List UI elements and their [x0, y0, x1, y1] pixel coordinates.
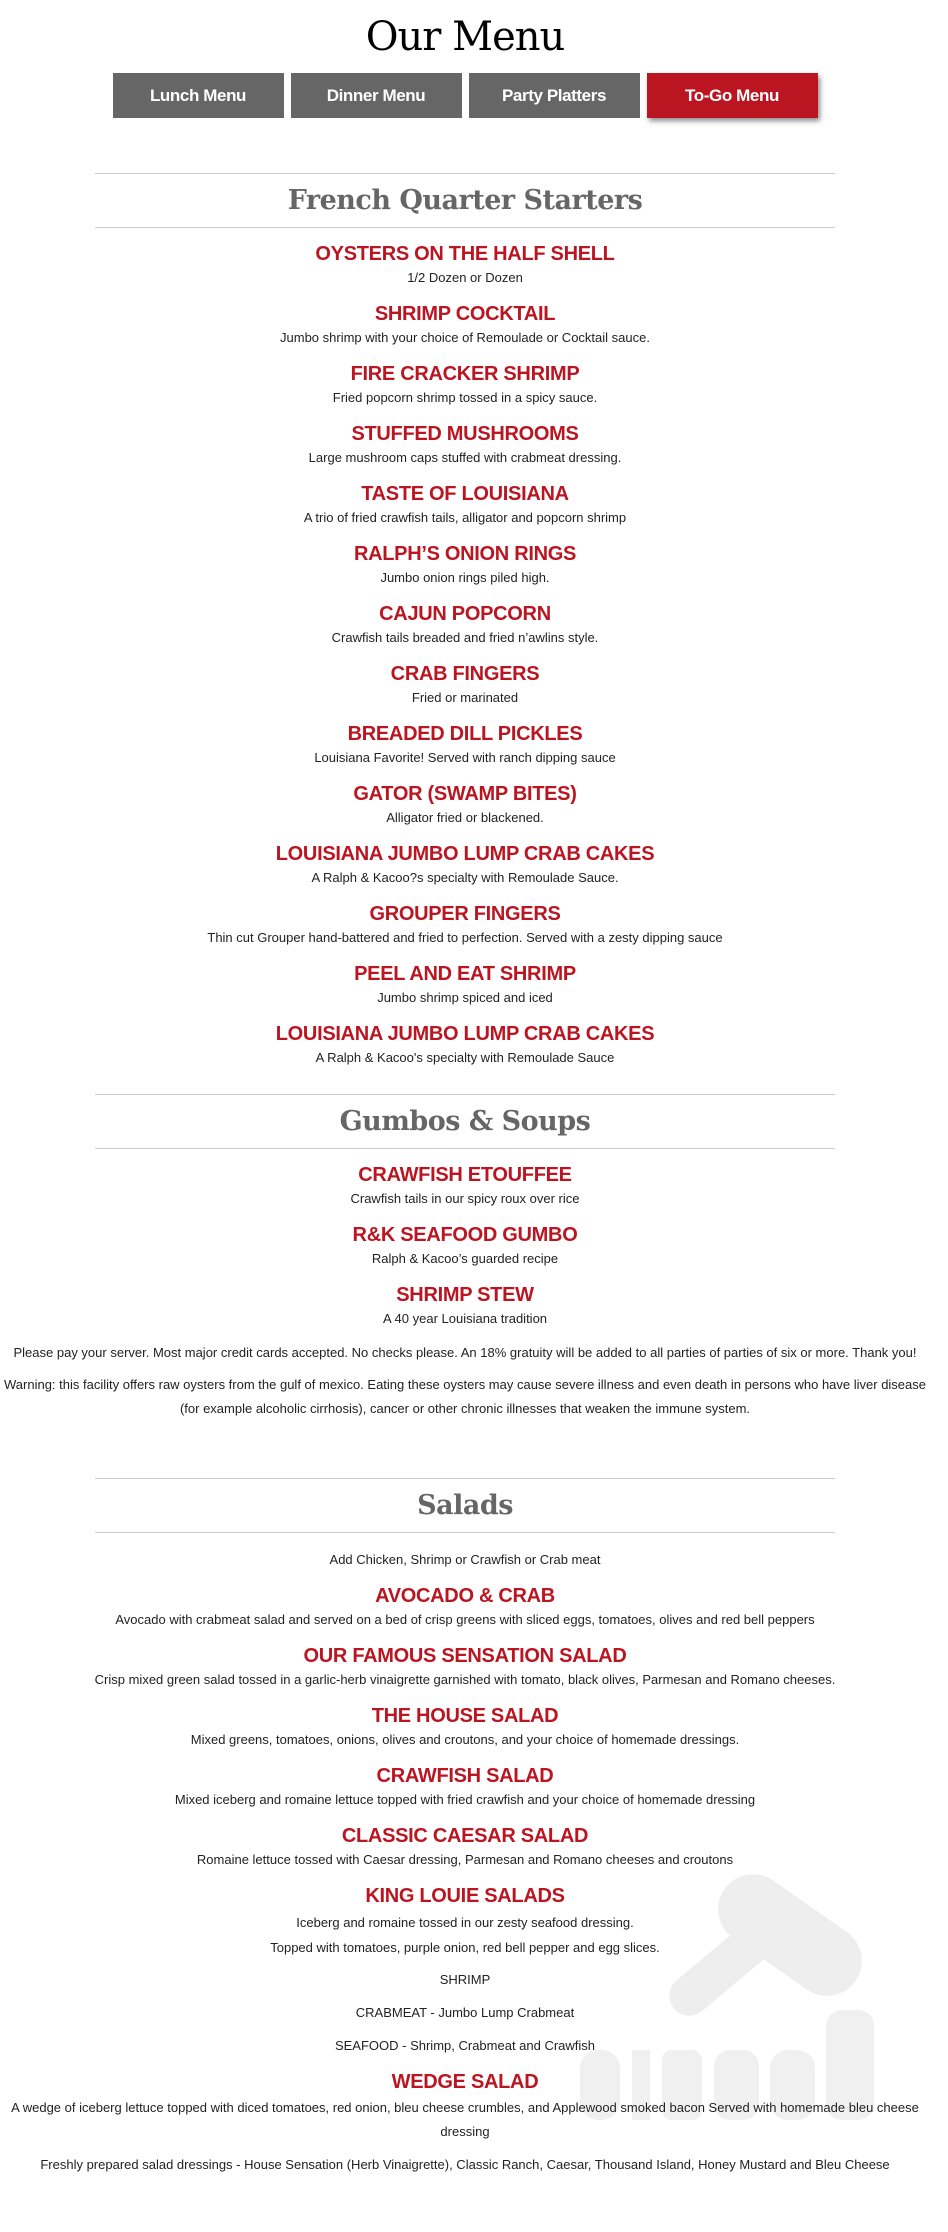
item-desc: Crawfish tails breaded and fried n’awlins style. — [331, 630, 599, 645]
item-name: KING LOUIE SALADS — [365, 1885, 565, 1907]
menu-item — [0, 1281, 930, 1329]
menu-tabs — [0, 73, 930, 118]
menu-item — [0, 1822, 930, 1870]
item-desc: Jumbo shrimp with your choice of Remoulade or Cocktail sauce. — [280, 330, 650, 345]
menu-item — [0, 600, 930, 648]
item-name: RALPH’S ONION RINGS — [353, 543, 577, 565]
item-name: GATOR (SWAMP BITES) — [353, 783, 577, 805]
item-desc: A 40 year Louisiana tradition — [382, 1311, 548, 1326]
item-desc: Large mushroom caps stuffed with crabmeat dressing. — [308, 450, 622, 465]
item-desc: A trio of fried crawfish tails, alligator and popcorn shrimp — [303, 510, 627, 525]
item-name: R&K SEAFOOD GUMBO — [352, 1224, 578, 1246]
menu-item — [0, 1161, 930, 1209]
item-desc: Fried popcorn shrimp tossed in a spicy sauce. — [332, 390, 598, 405]
item-desc: Thin cut Grouper hand-battered and fried to perfection. Served with a zesty dipping sauce — [207, 930, 723, 945]
menu-item — [0, 900, 930, 948]
item-desc: A Ralph & Kacoo's specialty with Remoulade Sauce — [315, 1050, 615, 1065]
item-desc: Romaine lettuce tossed with Caesar dressing, Parmesan and Romano cheeses and croutons — [196, 1852, 734, 1867]
menu-item — [0, 1582, 930, 1630]
item-desc: A Ralph & Kacoo?s specialty with Remoulade Sauce. — [311, 870, 619, 885]
menu-item — [0, 840, 930, 888]
item-desc: Topped with tomatoes, purple onion, red bell pepper and egg slices. — [270, 1940, 660, 1955]
item-desc: Crawfish tails in our spicy roux over rice — [350, 1191, 580, 1206]
item-desc: Jumbo onion rings piled high. — [380, 570, 550, 585]
menu-item — [0, 960, 930, 1008]
item-desc: Fried or marinated — [411, 690, 519, 705]
item-name: OYSTERS ON THE HALF SHELL — [315, 243, 615, 265]
salad-dressings-note: Freshly prepared salad dressings - House Sensation (Herb Vinaigrette), Classic Ranch, Caesar, Thousand Island, Honey Mustard and Bleu Cheese — [40, 2157, 890, 2172]
item-desc: Mixed iceberg and romaine lettuce topped with fried crawfish and your choice of homemade dressing — [174, 1792, 756, 1807]
item-desc: Ralph & Kacoo’s guarded recipe — [371, 1251, 559, 1266]
option-seafood: SEAFOOD - Shrimp, Crabmeat and Crawfish — [334, 2038, 596, 2053]
menu-item — [0, 1020, 930, 1068]
menu-item — [0, 1221, 930, 1269]
page-title: Our Menu — [365, 14, 565, 60]
starters-list — [0, 240, 930, 1068]
item-desc: A wedge of iceberg lettuce topped with diced tomatoes, red onion, bleu cheese crumbles, and Applewood smoked bacon Served with homemade bleu cheese dressing — [11, 2100, 919, 2139]
payment-note: Please pay your server. Most major credit cards accepted. No checks please. An 18% gratuity will be added to all parties of parties of six or more. Thank you! — [13, 1345, 917, 1360]
item-name: PEEL AND EAT SHRIMP — [354, 963, 576, 985]
tab-dinner-menu[interactable]: Dinner Menu — [291, 73, 462, 118]
item-desc: 1/2 Dozen or Dozen — [407, 270, 523, 285]
menu-item — [0, 780, 930, 828]
item-name: BREADED DILL PICKLES — [347, 723, 583, 745]
section-title-salads: Salads — [95, 1478, 835, 1533]
tab-party-platters[interactable]: Party Platters — [469, 73, 640, 118]
item-name: STUFFED MUSHROOMS — [351, 423, 579, 445]
tab-to-go-menu[interactable]: To-Go Menu — [647, 73, 818, 118]
raw-oyster-warning: Warning: this facility offers raw oysters from the gulf of mexico. Eating these oysters may cause severe illness and even death in persons who have liver disease (for example alcoholic cirrhosis), cancer or other chronic illnesses that weaken the immune system. — [4, 1377, 926, 1416]
item-desc: Avocado with crabmeat salad and served on a bed of crisp greens with sliced eggs, tomatoes, olives and red bell peppers — [115, 1612, 815, 1627]
option-crabmeat: CRABMEAT - Jumbo Lump Crabmeat — [355, 2005, 575, 2020]
menu-item — [0, 420, 930, 468]
menu-item — [0, 240, 930, 288]
item-name: AVOCADO & CRAB — [375, 1585, 555, 1607]
item-name: LOUISIANA JUMBO LUMP CRAB CAKES — [275, 1023, 655, 1045]
item-name: TASTE OF LOUISIANA — [361, 483, 569, 505]
menu-item — [0, 480, 930, 528]
item-name: FIRE CRACKER SHRIMP — [350, 363, 580, 385]
item-desc: Alligator fried or blackened. — [386, 810, 544, 825]
item-name: SHRIMP COCKTAIL — [374, 303, 556, 325]
item-name: SHRIMP STEW — [396, 1284, 534, 1306]
item-desc: Crisp mixed green salad tossed in a garlic-herb vinaigrette garnished with tomato, black olives, Parmesan and Romano cheeses. — [94, 1672, 836, 1687]
item-desc: Louisiana Favorite! Served with ranch dipping sauce — [314, 750, 616, 765]
menu-item — [0, 540, 930, 588]
section-title-soups: Gumbos & Soups — [95, 1094, 835, 1149]
item-name: CLASSIC CAESAR SALAD — [341, 1825, 589, 1847]
item-name: GROUPER FINGERS — [369, 903, 561, 925]
item-name: CRAWFISH ETOUFFEE — [358, 1164, 572, 1186]
menu-item — [0, 660, 930, 708]
salads-intro: Add Chicken, Shrimp or Crawfish or Crab meat — [329, 1552, 601, 1567]
menu-item — [0, 1642, 930, 1690]
item-name: LOUISIANA JUMBO LUMP CRAB CAKES — [275, 843, 655, 865]
menu-item-king-louie — [0, 1882, 930, 2056]
item-desc: Jumbo shrimp spiced and iced — [377, 990, 553, 1005]
menu-item — [0, 300, 930, 348]
item-name: CAJUN POPCORN — [379, 603, 551, 625]
menu-item — [0, 1762, 930, 1810]
menu-item — [0, 360, 930, 408]
menu-item — [0, 720, 930, 768]
soups-list — [0, 1161, 930, 1329]
option-shrimp: SHRIMP — [439, 1972, 491, 1987]
item-name: CRAWFISH SALAD — [376, 1765, 554, 1787]
item-name: CRAB FINGERS — [390, 663, 540, 685]
salads-list — [0, 1582, 930, 1870]
section-title-starters: French Quarter Starters — [95, 173, 835, 228]
item-name: OUR FAMOUS SENSATION SALAD — [303, 1645, 627, 1667]
item-desc: Mixed greens, tomatoes, onions, olives and croutons, and your choice of homemade dressings. — [190, 1732, 740, 1747]
item-desc: Iceberg and romaine tossed in our zesty seafood dressing. — [296, 1915, 634, 1930]
item-name: THE HOUSE SALAD — [371, 1705, 559, 1727]
menu-item — [0, 1702, 930, 1750]
item-name: WEDGE SALAD — [391, 2071, 539, 2093]
menu-item-wedge-salad — [0, 2068, 930, 2144]
tab-lunch-menu[interactable]: Lunch Menu — [113, 73, 284, 118]
